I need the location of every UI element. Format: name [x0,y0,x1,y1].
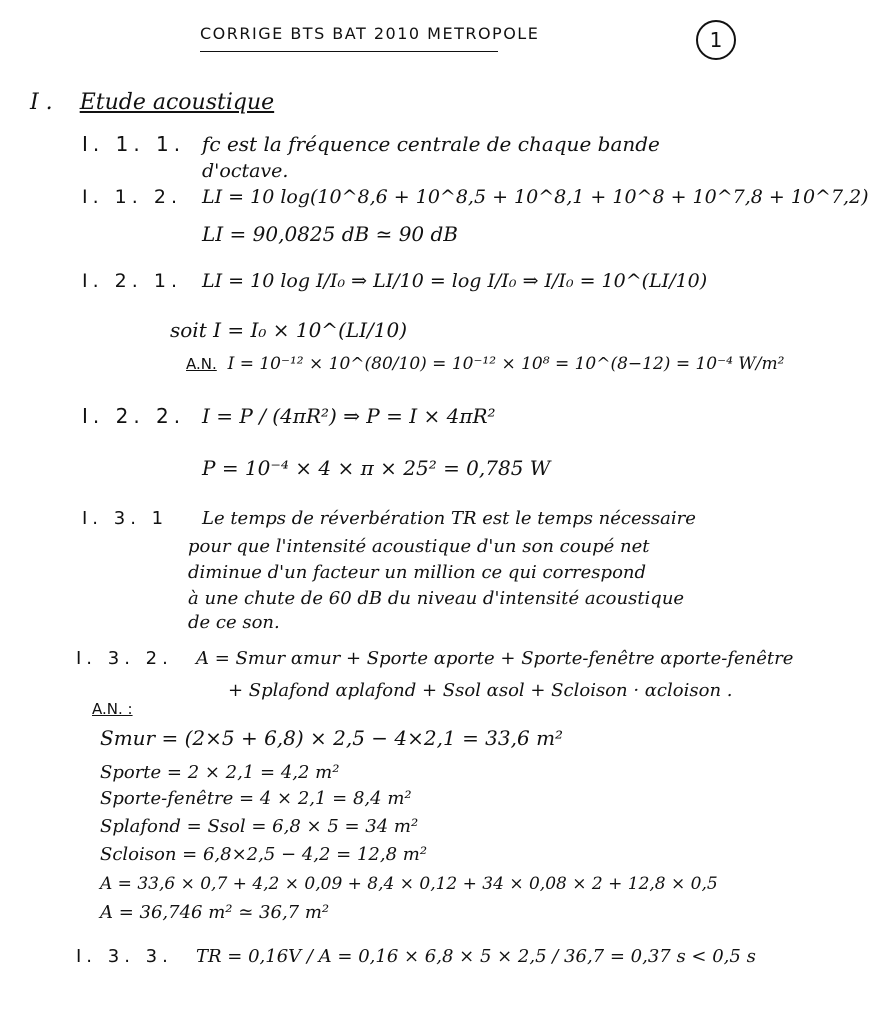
answer-112-line2: LI = 90,0825 dB ≃ 90 dB [202,222,458,246]
answer-131-text1: Le temps de réverbération TR est le temps nécessaire [202,508,696,529]
answer-133-line1 [76,946,756,967]
answer-131-line2: pour que l'intensité acoustique d'un son coupé net [188,536,650,557]
question-label-133: I. 3. 3. [76,946,173,967]
question-label-121: I. 2. 1. [82,270,182,292]
question-label-111: I. 1. 1. [82,132,186,156]
answer-132-text1: A = Smur αmur + Sporte αporte + Sporte-fenêtre αporte-fenêtre [196,648,794,669]
question-label-122: I. 2. 2. [82,404,186,428]
answer-133-text1: TR = 0,16V / A = 0,16 × 6,8 × 5 × 2,5 / 36,7 = 0,37 s < 0,5 s [196,946,756,967]
answer-111-line1 [82,132,660,156]
question-label-131: I. 3. 1 [82,508,169,529]
answer-132-line3: Smur = (2×5 + 6,8) × 2,5 − 4×2,1 = 33,6 m² [100,726,564,750]
answer-121-line2: soit I = I₀ × 10^(LI/10) [170,318,408,342]
answer-132-line1 [76,648,793,669]
answer-132-line9: A = 36,746 m² ≃ 36,7 m² [100,902,330,923]
answer-111-line2: d'octave. [202,160,289,182]
question-label-112: I. 1. 2. [82,186,182,208]
numerical-application-label: A.N. [186,355,217,373]
answer-112-text1: LI = 10 log(10^8,6 + 10^8,5 + 10^8,1 + 10^8 + 10^7,8 + 10^7,2) [202,186,869,208]
numerical-application-label-2: A.N. : [92,700,133,718]
section-heading [30,90,274,115]
answer-131-line1 [82,508,696,529]
answer-111-text1: fc est la fréquence centrale de chaque bande [202,132,660,156]
answer-122-text1: I = P / (4πR²) ⇒ P = I × 4πR² [202,404,496,428]
answer-132-line8: A = 33,6 × 0,7 + 4,2 × 0,09 + 8,4 × 0,12 + 34 × 0,08 × 2 + 12,8 × 0,5 [100,874,718,894]
document-title: CORRIGE BTS BAT 2010 METROPOLE [200,24,498,52]
answer-121-text1: LI = 10 log I/I₀ ⇒ LI/10 = log I/I₀ ⇒ I/I₀ = 10^(LI/10) [202,270,708,292]
answer-131-line3: diminue d'un facteur un million ce qui correspond [188,562,647,583]
answer-121-line3 [186,354,784,374]
answer-131-line5: de ce son. [188,612,280,633]
answer-132-line7: Scloison = 6,8×2,5 − 4,2 = 12,8 m² [100,844,428,865]
answer-132-line2: + Splafond αplafond + Ssol αsol + Scloison · αcloison . [228,680,733,701]
answer-131-line4: à une chute de 60 dB du niveau d'intensité acoustique [188,588,685,609]
answer-132-line5: Sporte-fenêtre = 4 × 2,1 = 8,4 m² [100,788,412,809]
page-number-circle: 1 [696,20,736,60]
answer-122-line1 [82,404,496,428]
answer-121-text3: I = 10⁻¹² × 10^(80/10) = 10⁻¹² × 10⁸ = 10^(8−12) = 10⁻⁴ W/m² [227,354,785,374]
answer-121-line1 [82,270,707,292]
section-title: Etude acoustique [79,90,275,115]
section-number: I . [30,90,53,115]
answer-122-line2: P = 10⁻⁴ × 4 × π × 25² = 0,785 W [202,456,551,480]
answer-132-line6: Splafond = Ssol = 6,8 × 5 = 34 m² [100,816,419,837]
question-label-132: I. 3. 2. [76,648,173,669]
answer-112-line1 [82,186,869,208]
answer-132-line4: Sporte = 2 × 2,1 = 4,2 m² [100,762,340,783]
